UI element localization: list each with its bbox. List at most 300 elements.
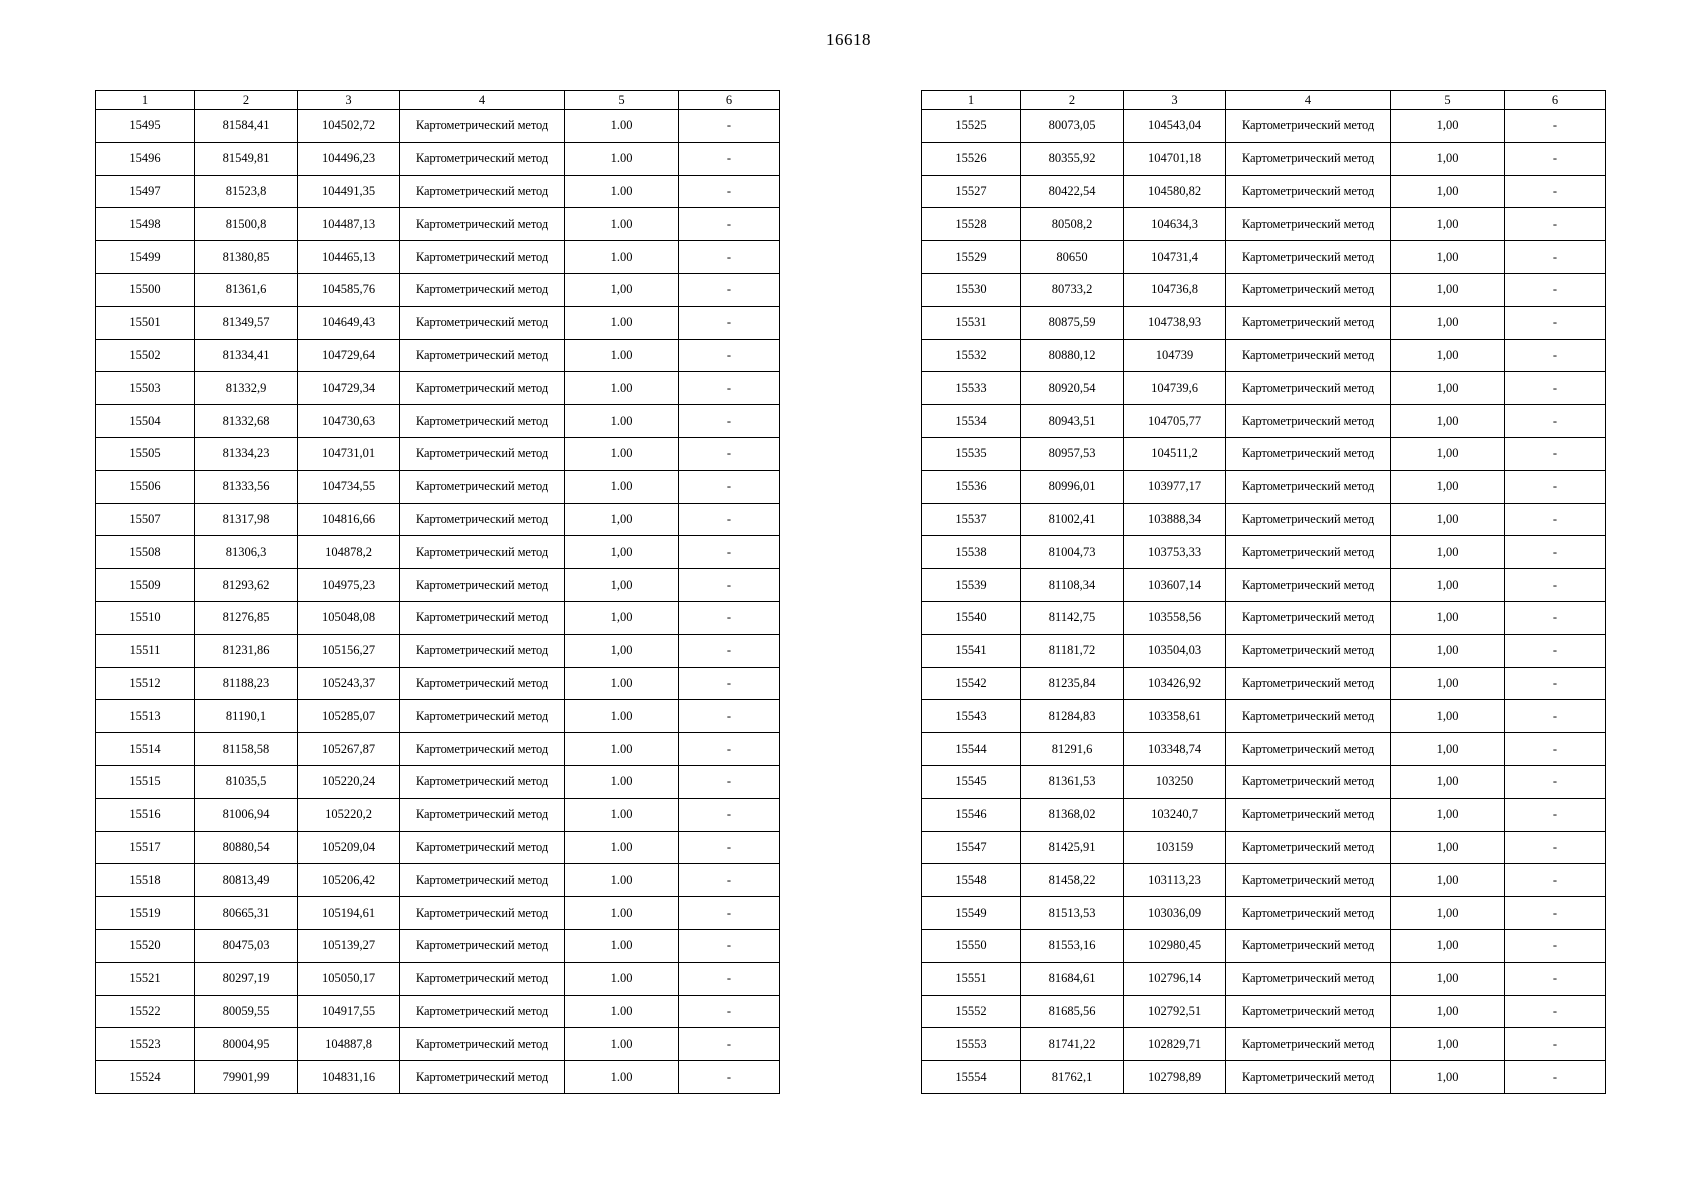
method-cell: Картометрический метод bbox=[1226, 601, 1391, 634]
point-number-cell: 15535 bbox=[922, 437, 1021, 470]
method-cell: Картометрический метод bbox=[1226, 569, 1391, 602]
x-coordinate-cell: 81333,56 bbox=[195, 470, 298, 503]
method-cell: Картометрический метод bbox=[400, 700, 565, 733]
method-cell: Картометрический метод bbox=[1226, 142, 1391, 175]
method-cell: Картометрический метод bbox=[1226, 372, 1391, 405]
y-coordinate-cell: 104730,63 bbox=[298, 405, 400, 438]
x-coordinate-cell: 80996,01 bbox=[1021, 470, 1124, 503]
point-number-cell: 15505 bbox=[96, 437, 195, 470]
point-number-cell: 15549 bbox=[922, 897, 1021, 930]
y-coordinate-cell: 105209,04 bbox=[298, 831, 400, 864]
note-cell: - bbox=[1505, 962, 1606, 995]
y-coordinate-cell: 104887,8 bbox=[298, 1028, 400, 1061]
point-number-cell: 15548 bbox=[922, 864, 1021, 897]
table-row bbox=[96, 339, 780, 372]
note-cell: - bbox=[679, 765, 780, 798]
method-cell: Картометрический метод bbox=[400, 798, 565, 831]
method-cell: Картометрический метод bbox=[1226, 929, 1391, 962]
note-cell: - bbox=[679, 372, 780, 405]
method-cell: Картометрический метод bbox=[1226, 962, 1391, 995]
point-number-cell: 15544 bbox=[922, 733, 1021, 766]
note-cell: - bbox=[679, 110, 780, 143]
accuracy-cell: 1,00 bbox=[1391, 437, 1505, 470]
note-cell: - bbox=[679, 733, 780, 766]
method-cell: Картометрический метод bbox=[1226, 306, 1391, 339]
accuracy-cell: 1,00 bbox=[1391, 1061, 1505, 1094]
accuracy-cell: 1.00 bbox=[565, 765, 679, 798]
note-cell: - bbox=[1505, 634, 1606, 667]
table-row bbox=[96, 1028, 780, 1061]
table-row bbox=[922, 110, 1606, 143]
table-row bbox=[96, 929, 780, 962]
x-coordinate-cell: 81276,85 bbox=[195, 601, 298, 634]
note-cell: - bbox=[679, 864, 780, 897]
note-cell: - bbox=[1505, 601, 1606, 634]
table-row bbox=[922, 405, 1606, 438]
note-cell: - bbox=[679, 1061, 780, 1094]
y-coordinate-cell: 103250 bbox=[1124, 765, 1226, 798]
note-cell: - bbox=[1505, 110, 1606, 143]
y-coordinate-cell: 104731,4 bbox=[1124, 241, 1226, 274]
method-cell: Картометрический метод bbox=[400, 306, 565, 339]
y-coordinate-cell: 104878,2 bbox=[298, 536, 400, 569]
x-coordinate-cell: 81513,53 bbox=[1021, 897, 1124, 930]
method-cell: Картометрический метод bbox=[400, 503, 565, 536]
y-coordinate-cell: 105267,87 bbox=[298, 733, 400, 766]
point-number-cell: 15543 bbox=[922, 700, 1021, 733]
accuracy-cell: 1,00 bbox=[1391, 372, 1505, 405]
method-cell: Картометрический метод bbox=[400, 667, 565, 700]
point-number-cell: 15538 bbox=[922, 536, 1021, 569]
table-row bbox=[922, 372, 1606, 405]
point-number-cell: 15495 bbox=[96, 110, 195, 143]
accuracy-cell: 1,00 bbox=[1391, 601, 1505, 634]
point-number-cell: 15509 bbox=[96, 569, 195, 602]
note-cell: - bbox=[1505, 503, 1606, 536]
point-number-cell: 15526 bbox=[922, 142, 1021, 175]
accuracy-cell: 1,00 bbox=[1391, 634, 1505, 667]
column-header: 6 bbox=[1505, 91, 1606, 110]
x-coordinate-cell: 81458,22 bbox=[1021, 864, 1124, 897]
point-number-cell: 15506 bbox=[96, 470, 195, 503]
point-number-cell: 15525 bbox=[922, 110, 1021, 143]
table-row bbox=[922, 962, 1606, 995]
y-coordinate-cell: 104585,76 bbox=[298, 273, 400, 306]
x-coordinate-cell: 81549,81 bbox=[195, 142, 298, 175]
point-number-cell: 15527 bbox=[922, 175, 1021, 208]
accuracy-cell: 1,00 bbox=[565, 536, 679, 569]
column-header: 5 bbox=[1391, 91, 1505, 110]
note-cell: - bbox=[1505, 831, 1606, 864]
note-cell: - bbox=[679, 437, 780, 470]
table-row bbox=[922, 634, 1606, 667]
x-coordinate-cell: 81142,75 bbox=[1021, 601, 1124, 634]
point-number-cell: 15531 bbox=[922, 306, 1021, 339]
note-cell: - bbox=[1505, 700, 1606, 733]
table-row bbox=[922, 1028, 1606, 1061]
y-coordinate-cell: 104816,66 bbox=[298, 503, 400, 536]
x-coordinate-cell: 79901,99 bbox=[195, 1061, 298, 1094]
accuracy-cell: 1,00 bbox=[565, 634, 679, 667]
point-number-cell: 15536 bbox=[922, 470, 1021, 503]
accuracy-cell: 1,00 bbox=[1391, 536, 1505, 569]
note-cell: - bbox=[679, 536, 780, 569]
method-cell: Картометрический метод bbox=[400, 208, 565, 241]
accuracy-cell: 1.00 bbox=[565, 667, 679, 700]
point-number-cell: 15523 bbox=[96, 1028, 195, 1061]
point-number-cell: 15517 bbox=[96, 831, 195, 864]
note-cell: - bbox=[1505, 208, 1606, 241]
table-row bbox=[922, 339, 1606, 372]
accuracy-cell: 1.00 bbox=[565, 1061, 679, 1094]
x-coordinate-cell: 81181,72 bbox=[1021, 634, 1124, 667]
table-row bbox=[96, 1061, 780, 1094]
table-row bbox=[922, 733, 1606, 766]
x-coordinate-cell: 81332,9 bbox=[195, 372, 298, 405]
accuracy-cell: 1,00 bbox=[1391, 208, 1505, 241]
x-coordinate-cell: 80508,2 bbox=[1021, 208, 1124, 241]
method-cell: Картометрический метод bbox=[400, 273, 565, 306]
x-coordinate-cell: 81284,83 bbox=[1021, 700, 1124, 733]
point-number-cell: 15539 bbox=[922, 569, 1021, 602]
y-coordinate-cell: 104975,23 bbox=[298, 569, 400, 602]
x-coordinate-cell: 80920,54 bbox=[1021, 372, 1124, 405]
accuracy-cell: 1,00 bbox=[1391, 1028, 1505, 1061]
table-row bbox=[922, 765, 1606, 798]
accuracy-cell: 1.00 bbox=[565, 405, 679, 438]
method-cell: Картометрический метод bbox=[1226, 831, 1391, 864]
table-row bbox=[96, 536, 780, 569]
accuracy-cell: 1,00 bbox=[565, 273, 679, 306]
method-cell: Картометрический метод bbox=[400, 995, 565, 1028]
accuracy-cell: 1.00 bbox=[565, 372, 679, 405]
point-number-cell: 15554 bbox=[922, 1061, 1021, 1094]
note-cell: - bbox=[679, 470, 780, 503]
table-row bbox=[96, 864, 780, 897]
table-row bbox=[922, 897, 1606, 930]
note-cell: - bbox=[1505, 995, 1606, 1028]
y-coordinate-cell: 104649,43 bbox=[298, 306, 400, 339]
method-cell: Картометрический метод bbox=[1226, 765, 1391, 798]
x-coordinate-cell: 80422,54 bbox=[1021, 175, 1124, 208]
table-row bbox=[96, 372, 780, 405]
table-row bbox=[922, 503, 1606, 536]
table-row bbox=[96, 700, 780, 733]
y-coordinate-cell: 103977,17 bbox=[1124, 470, 1226, 503]
y-coordinate-cell: 103159 bbox=[1124, 831, 1226, 864]
y-coordinate-cell: 103358,61 bbox=[1124, 700, 1226, 733]
note-cell: - bbox=[679, 405, 780, 438]
note-cell: - bbox=[679, 962, 780, 995]
note-cell: - bbox=[1505, 864, 1606, 897]
y-coordinate-cell: 104731,01 bbox=[298, 437, 400, 470]
method-cell: Картометрический метод bbox=[400, 569, 565, 602]
method-cell: Картометрический метод bbox=[400, 831, 565, 864]
method-cell: Картометрический метод bbox=[1226, 995, 1391, 1028]
table-row bbox=[96, 306, 780, 339]
point-number-cell: 15541 bbox=[922, 634, 1021, 667]
page-number: 16618 bbox=[826, 30, 871, 49]
x-coordinate-cell: 81368,02 bbox=[1021, 798, 1124, 831]
column-header: 2 bbox=[1021, 91, 1124, 110]
x-coordinate-cell: 81741,22 bbox=[1021, 1028, 1124, 1061]
method-cell: Картометрический метод bbox=[400, 601, 565, 634]
note-cell: - bbox=[1505, 1061, 1606, 1094]
method-cell: Картометрический метод bbox=[400, 339, 565, 372]
accuracy-cell: 1.00 bbox=[565, 897, 679, 930]
method-cell: Картометрический метод bbox=[1226, 175, 1391, 208]
accuracy-cell: 1.00 bbox=[565, 831, 679, 864]
table-row bbox=[922, 831, 1606, 864]
method-cell: Картометрический метод bbox=[1226, 1028, 1391, 1061]
point-number-cell: 15498 bbox=[96, 208, 195, 241]
accuracy-cell: 1.00 bbox=[565, 241, 679, 274]
accuracy-cell: 1,00 bbox=[1391, 765, 1505, 798]
table-row bbox=[922, 995, 1606, 1028]
table-row bbox=[922, 667, 1606, 700]
point-number-cell: 15533 bbox=[922, 372, 1021, 405]
note-cell: - bbox=[679, 929, 780, 962]
y-coordinate-cell: 105220,2 bbox=[298, 798, 400, 831]
x-coordinate-cell: 80650 bbox=[1021, 241, 1124, 274]
accuracy-cell: 1,00 bbox=[1391, 405, 1505, 438]
table-row bbox=[922, 437, 1606, 470]
accuracy-cell: 1,00 bbox=[565, 601, 679, 634]
y-coordinate-cell: 105243,37 bbox=[298, 667, 400, 700]
x-coordinate-cell: 81584,41 bbox=[195, 110, 298, 143]
point-number-cell: 15552 bbox=[922, 995, 1021, 1028]
table-row bbox=[96, 142, 780, 175]
y-coordinate-cell: 104739,6 bbox=[1124, 372, 1226, 405]
accuracy-cell: 1.00 bbox=[565, 995, 679, 1028]
x-coordinate-cell: 80957,53 bbox=[1021, 437, 1124, 470]
coordinates-table-left bbox=[95, 90, 780, 1094]
accuracy-cell: 1,00 bbox=[1391, 962, 1505, 995]
y-coordinate-cell: 104491,35 bbox=[298, 175, 400, 208]
accuracy-cell: 1,00 bbox=[1391, 142, 1505, 175]
x-coordinate-cell: 81334,23 bbox=[195, 437, 298, 470]
method-cell: Картометрический метод bbox=[400, 897, 565, 930]
accuracy-cell: 1,00 bbox=[1391, 241, 1505, 274]
column-header: 1 bbox=[96, 91, 195, 110]
table-row bbox=[96, 273, 780, 306]
table-row bbox=[96, 601, 780, 634]
point-number-cell: 15528 bbox=[922, 208, 1021, 241]
accuracy-cell: 1,00 bbox=[1391, 733, 1505, 766]
method-cell: Картометрический метод bbox=[400, 765, 565, 798]
method-cell: Картометрический метод bbox=[1226, 339, 1391, 372]
accuracy-cell: 1,00 bbox=[1391, 273, 1505, 306]
note-cell: - bbox=[679, 306, 780, 339]
note-cell: - bbox=[679, 175, 780, 208]
x-coordinate-cell: 81190,1 bbox=[195, 700, 298, 733]
note-cell: - bbox=[679, 339, 780, 372]
y-coordinate-cell: 102829,71 bbox=[1124, 1028, 1226, 1061]
y-coordinate-cell: 105220,24 bbox=[298, 765, 400, 798]
method-cell: Картометрический метод bbox=[1226, 897, 1391, 930]
table-row bbox=[922, 1061, 1606, 1094]
y-coordinate-cell: 105206,42 bbox=[298, 864, 400, 897]
y-coordinate-cell: 104917,55 bbox=[298, 995, 400, 1028]
x-coordinate-cell: 81361,53 bbox=[1021, 765, 1124, 798]
accuracy-cell: 1.00 bbox=[565, 437, 679, 470]
method-cell: Картометрический метод bbox=[400, 864, 565, 897]
note-cell: - bbox=[1505, 1028, 1606, 1061]
method-cell: Картометрический метод bbox=[1226, 667, 1391, 700]
y-coordinate-cell: 104705,77 bbox=[1124, 405, 1226, 438]
method-cell: Картометрический метод bbox=[400, 241, 565, 274]
note-cell: - bbox=[679, 142, 780, 175]
method-cell: Картометрический метод bbox=[400, 1061, 565, 1094]
note-cell: - bbox=[679, 634, 780, 667]
accuracy-cell: 1.00 bbox=[565, 700, 679, 733]
y-coordinate-cell: 104511,2 bbox=[1124, 437, 1226, 470]
method-cell: Картометрический метод bbox=[400, 405, 565, 438]
column-header: 5 bbox=[565, 91, 679, 110]
point-number-cell: 15551 bbox=[922, 962, 1021, 995]
point-number-cell: 15511 bbox=[96, 634, 195, 667]
y-coordinate-cell: 103036,09 bbox=[1124, 897, 1226, 930]
accuracy-cell: 1.00 bbox=[565, 208, 679, 241]
accuracy-cell: 1.00 bbox=[565, 142, 679, 175]
note-cell: - bbox=[1505, 765, 1606, 798]
note-cell: - bbox=[1505, 437, 1606, 470]
method-cell: Картометрический метод bbox=[400, 437, 565, 470]
point-number-cell: 15532 bbox=[922, 339, 1021, 372]
method-cell: Картометрический метод bbox=[400, 470, 565, 503]
note-cell: - bbox=[679, 897, 780, 930]
note-cell: - bbox=[1505, 339, 1606, 372]
y-coordinate-cell: 104736,8 bbox=[1124, 273, 1226, 306]
y-coordinate-cell: 105048,08 bbox=[298, 601, 400, 634]
method-cell: Картометрический метод bbox=[1226, 864, 1391, 897]
x-coordinate-cell: 81349,57 bbox=[195, 306, 298, 339]
x-coordinate-cell: 81762,1 bbox=[1021, 1061, 1124, 1094]
y-coordinate-cell: 104739 bbox=[1124, 339, 1226, 372]
y-coordinate-cell: 104502,72 bbox=[298, 110, 400, 143]
accuracy-cell: 1.00 bbox=[565, 1028, 679, 1061]
x-coordinate-cell: 81158,58 bbox=[195, 733, 298, 766]
point-number-cell: 15497 bbox=[96, 175, 195, 208]
method-cell: Картометрический метод bbox=[1226, 110, 1391, 143]
x-coordinate-cell: 80880,54 bbox=[195, 831, 298, 864]
accuracy-cell: 1,00 bbox=[1391, 897, 1505, 930]
x-coordinate-cell: 81685,56 bbox=[1021, 995, 1124, 1028]
table-row bbox=[96, 437, 780, 470]
y-coordinate-cell: 104487,13 bbox=[298, 208, 400, 241]
table-row bbox=[922, 536, 1606, 569]
method-cell: Картометрический метод bbox=[400, 634, 565, 667]
table-row bbox=[922, 273, 1606, 306]
table-row bbox=[96, 897, 780, 930]
table-row bbox=[96, 634, 780, 667]
table-row bbox=[922, 929, 1606, 962]
note-cell: - bbox=[679, 569, 780, 602]
point-number-cell: 15547 bbox=[922, 831, 1021, 864]
point-number-cell: 15545 bbox=[922, 765, 1021, 798]
x-coordinate-cell: 81235,84 bbox=[1021, 667, 1124, 700]
point-number-cell: 15529 bbox=[922, 241, 1021, 274]
x-coordinate-cell: 81006,94 bbox=[195, 798, 298, 831]
x-coordinate-cell: 81553,16 bbox=[1021, 929, 1124, 962]
y-coordinate-cell: 105194,61 bbox=[298, 897, 400, 930]
note-cell: - bbox=[679, 831, 780, 864]
x-coordinate-cell: 80073,05 bbox=[1021, 110, 1124, 143]
accuracy-cell: 1,00 bbox=[1391, 864, 1505, 897]
note-cell: - bbox=[1505, 733, 1606, 766]
accuracy-cell: 1,00 bbox=[1391, 175, 1505, 208]
y-coordinate-cell: 105285,07 bbox=[298, 700, 400, 733]
accuracy-cell: 1,00 bbox=[1391, 798, 1505, 831]
y-coordinate-cell: 104831,16 bbox=[298, 1061, 400, 1094]
x-coordinate-cell: 81293,62 bbox=[195, 569, 298, 602]
x-coordinate-cell: 81500,8 bbox=[195, 208, 298, 241]
x-coordinate-cell: 80733,2 bbox=[1021, 273, 1124, 306]
note-cell: - bbox=[1505, 929, 1606, 962]
accuracy-cell: 1,00 bbox=[565, 503, 679, 536]
note-cell: - bbox=[679, 241, 780, 274]
x-coordinate-cell: 81334,41 bbox=[195, 339, 298, 372]
point-number-cell: 15503 bbox=[96, 372, 195, 405]
table-row bbox=[922, 470, 1606, 503]
y-coordinate-cell: 103504,03 bbox=[1124, 634, 1226, 667]
note-cell: - bbox=[679, 601, 780, 634]
point-number-cell: 15520 bbox=[96, 929, 195, 962]
method-cell: Картометрический метод bbox=[400, 962, 565, 995]
x-coordinate-cell: 80475,03 bbox=[195, 929, 298, 962]
y-coordinate-cell: 103888,34 bbox=[1124, 503, 1226, 536]
table-row bbox=[96, 175, 780, 208]
column-header: 3 bbox=[298, 91, 400, 110]
table-row bbox=[96, 569, 780, 602]
method-cell: Картометрический метод bbox=[1226, 634, 1391, 667]
note-cell: - bbox=[1505, 897, 1606, 930]
note-cell: - bbox=[1505, 372, 1606, 405]
point-number-cell: 15499 bbox=[96, 241, 195, 274]
method-cell: Картометрический метод bbox=[400, 536, 565, 569]
table-row bbox=[922, 175, 1606, 208]
table-row bbox=[96, 733, 780, 766]
x-coordinate-cell: 81361,6 bbox=[195, 273, 298, 306]
method-cell: Картометрический метод bbox=[400, 1028, 565, 1061]
table-row bbox=[922, 208, 1606, 241]
note-cell: - bbox=[679, 798, 780, 831]
table-row bbox=[96, 995, 780, 1028]
coordinates-table-right bbox=[921, 90, 1606, 1094]
method-cell: Картометрический метод bbox=[1226, 503, 1391, 536]
x-coordinate-cell: 80355,92 bbox=[1021, 142, 1124, 175]
table-row bbox=[96, 667, 780, 700]
method-cell: Картометрический метод bbox=[1226, 405, 1391, 438]
note-cell: - bbox=[1505, 142, 1606, 175]
note-cell: - bbox=[1505, 175, 1606, 208]
table-row bbox=[96, 503, 780, 536]
table-row bbox=[922, 142, 1606, 175]
table-row bbox=[96, 241, 780, 274]
accuracy-cell: 1,00 bbox=[1391, 503, 1505, 536]
table-row bbox=[922, 569, 1606, 602]
accuracy-cell: 1,00 bbox=[1391, 929, 1505, 962]
accuracy-cell: 1.00 bbox=[565, 175, 679, 208]
y-coordinate-cell: 103348,74 bbox=[1124, 733, 1226, 766]
point-number-cell: 15500 bbox=[96, 273, 195, 306]
x-coordinate-cell: 81188,23 bbox=[195, 667, 298, 700]
accuracy-cell: 1,00 bbox=[1391, 831, 1505, 864]
note-cell: - bbox=[1505, 306, 1606, 339]
accuracy-cell: 1,00 bbox=[1391, 700, 1505, 733]
point-number-cell: 15496 bbox=[96, 142, 195, 175]
x-coordinate-cell: 81684,61 bbox=[1021, 962, 1124, 995]
